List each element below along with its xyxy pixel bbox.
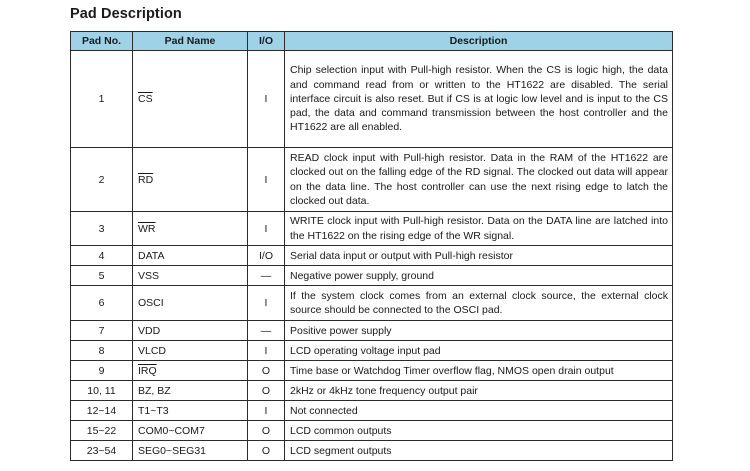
pad-description: Time base or Watchdog Timer overflow flag, NMOS open drain output — [285, 361, 673, 381]
table-row — [71, 286, 673, 321]
pad-name — [133, 212, 248, 246]
pad-io: I — [248, 51, 285, 148]
pad-name-text: $\overline{IRQ}$ — [138, 364, 157, 377]
pad-name: VLCD — [133, 341, 248, 361]
pad-description: Serial data input or output with Pull-high resistor — [285, 246, 673, 266]
pad-description: WRITE clock input with Pull-high resistor. Data on the DATA line are latched into the HT1622 on the rising edge of the WR signal. — [285, 212, 673, 246]
table-row — [71, 401, 673, 421]
pad-name: VDD — [133, 321, 248, 341]
pad-description: Chip selection input with Pull-high resistor. When the CS is logic high, the data and command read from or written to the HT1622 are disabled. The serial interface circuit is also reset. But if CS is at logic low level and is input to the CS pad, the data and command transmission between the host controller and the HT1622 are all enabled. — [285, 51, 673, 148]
pad-io: I — [248, 286, 285, 321]
pad-io: O — [248, 421, 285, 441]
pad-io: I — [248, 401, 285, 421]
pad-name: COM0~COM7 — [133, 421, 248, 441]
pad-no: 7 — [71, 321, 133, 341]
table-row — [71, 212, 673, 246]
pad-description: Positive power supply — [285, 321, 673, 341]
pad-name — [133, 361, 248, 381]
header-pad-name: Pad Name — [133, 32, 248, 51]
table-row — [71, 381, 673, 401]
pad-no: 15~22 — [71, 421, 133, 441]
pad-name: BZ, BZ — [133, 381, 248, 401]
pad-no: 9 — [71, 361, 133, 381]
header-pad-no: Pad No. — [71, 32, 133, 51]
pad-io: O — [248, 441, 285, 461]
pad-description-table — [70, 31, 673, 461]
pad-description: READ clock input with Pull-high resistor. Data in the RAM of the HT1622 are clocked out on the falling edge of the RD signal. The clocked out data will appear on the data line. The host controller can use the next rising edge to latch the clocked out data. — [285, 148, 673, 212]
pad-io: I/O — [248, 246, 285, 266]
table-row — [71, 321, 673, 341]
pad-no: 10, 11 — [71, 381, 133, 401]
pad-description: Not connected — [285, 401, 673, 421]
section-title: Pad Description — [70, 6, 182, 22]
pad-name: OSCI — [133, 286, 248, 321]
table-header-row — [71, 32, 673, 51]
pad-io: O — [248, 381, 285, 401]
pad-io: O — [248, 361, 285, 381]
pad-no: 2 — [71, 148, 133, 212]
table-row — [71, 421, 673, 441]
table-row — [71, 51, 673, 148]
pad-description: LCD common outputs — [285, 421, 673, 441]
pad-description: 2kHz or 4kHz tone frequency output pair — [285, 381, 673, 401]
pad-name-text: $\overline{WR}$ — [138, 222, 156, 235]
pad-no: 23~54 — [71, 441, 133, 461]
table-row — [71, 341, 673, 361]
pad-name: DATA — [133, 246, 248, 266]
pad-no: 6 — [71, 286, 133, 321]
pad-description: LCD operating voltage input pad — [285, 341, 673, 361]
header-io: I/O — [248, 32, 285, 51]
pad-no: 4 — [71, 246, 133, 266]
pad-name — [133, 148, 248, 212]
pad-name-text: $\overline{RD}$ — [138, 173, 154, 186]
table-row — [71, 148, 673, 212]
pad-no: 8 — [71, 341, 133, 361]
table-row — [71, 361, 673, 381]
header-description: Description — [285, 32, 673, 51]
pad-io: I — [248, 212, 285, 246]
table-row — [71, 246, 673, 266]
pad-name: VSS — [133, 266, 248, 286]
table-row — [71, 441, 673, 461]
pad-description: LCD segment outputs — [285, 441, 673, 461]
pad-name — [133, 51, 248, 148]
pad-io: I — [248, 341, 285, 361]
pad-io: I — [248, 148, 285, 212]
pad-description: If the system clock comes from an external clock source, the external clock source should be connected to the OSCI pad. — [285, 286, 673, 321]
pad-no: 3 — [71, 212, 133, 246]
pad-description: Negative power supply, ground — [285, 266, 673, 286]
pad-name: SEG0~SEG31 — [133, 441, 248, 461]
pad-no: 12~14 — [71, 401, 133, 421]
table-row — [71, 266, 673, 286]
pad-io: — — [248, 321, 285, 341]
pad-name-text: $\overline{CS}$ — [138, 93, 153, 105]
pad-no: 5 — [71, 266, 133, 286]
pad-name: T1~T3 — [133, 401, 248, 421]
pad-io: — — [248, 266, 285, 286]
pad-no: 1 — [71, 51, 133, 148]
